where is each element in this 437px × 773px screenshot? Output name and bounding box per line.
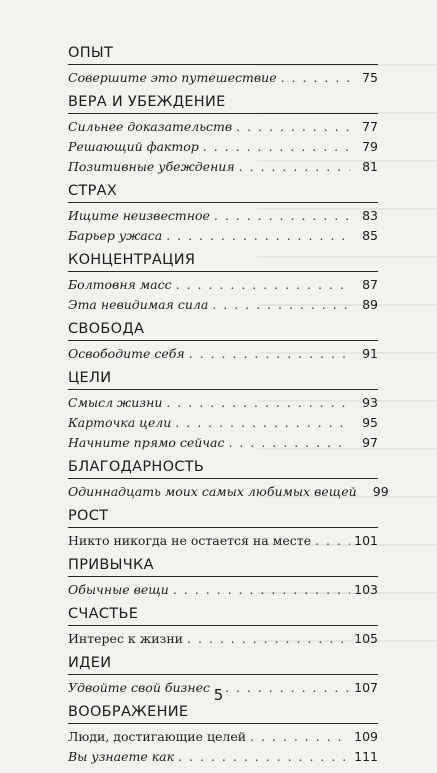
- dot-leader: [203, 137, 350, 157]
- toc-entry[interactable]: [68, 157, 378, 177]
- dot-leader: [281, 68, 350, 88]
- entry-title: Сильнее доказательств: [68, 119, 233, 134]
- toc-entry[interactable]: [68, 226, 378, 246]
- page-number: 5: [213, 686, 224, 704]
- dot-leader: [236, 117, 350, 137]
- entry-title: Удвойте свой бизнес: [68, 680, 210, 695]
- table-of-contents: [68, 45, 389, 773]
- toc-entry[interactable]: [68, 727, 378, 747]
- dot-leader: [178, 747, 350, 767]
- entry-title: Позитивные убеждения: [68, 159, 235, 174]
- toc-section: [68, 606, 378, 655]
- entry-title: Смысл жизни: [68, 395, 163, 410]
- section-title: СЧАСТЬЕ: [68, 606, 378, 626]
- entry-page-number: 99: [372, 484, 389, 499]
- toc-entry[interactable]: [68, 531, 378, 551]
- entry-page-number: 87: [362, 277, 378, 292]
- section-title: ВООБРАЖЕНИЕ: [68, 704, 378, 724]
- toc-section: [68, 370, 378, 459]
- dot-leader: [176, 275, 350, 295]
- toc-entry[interactable]: [68, 117, 378, 137]
- toc-section: [68, 704, 378, 773]
- entry-title: Совершите это путешествие: [68, 70, 277, 85]
- entry-page-number: 75: [362, 70, 378, 85]
- dot-leader: [250, 727, 350, 747]
- entry-title: Вы узнаете как: [68, 749, 175, 764]
- entry-title: Люди, достигающие целей: [68, 729, 247, 744]
- dot-leader: [166, 226, 350, 246]
- entry-page-number: 85: [362, 228, 378, 243]
- entry-title: Освободите себя: [68, 346, 185, 361]
- dot-leader: [229, 433, 350, 453]
- toc-entry[interactable]: [68, 344, 378, 364]
- entry-page-number: 111: [354, 749, 378, 764]
- toc-entry[interactable]: [68, 433, 378, 453]
- toc-entry[interactable]: [68, 68, 378, 88]
- entry-page-number: 105: [354, 631, 378, 646]
- toc-entry[interactable]: [68, 629, 378, 649]
- toc-entry[interactable]: [68, 747, 378, 767]
- toc-entry[interactable]: [68, 580, 378, 600]
- entry-title: Эта невидимая сила: [68, 297, 209, 312]
- toc-section: [68, 508, 378, 557]
- toc-section: [68, 459, 389, 508]
- entry-title: Начните прямо сейчас: [68, 435, 225, 450]
- toc-section: [68, 321, 378, 370]
- entry-title: Решающий фактор: [68, 139, 199, 154]
- entry-page-number: 83: [362, 208, 378, 223]
- toc-section: [68, 45, 378, 94]
- entry-page-number: 97: [362, 435, 378, 450]
- entry-title: Карточка цели: [68, 415, 172, 430]
- section-title: СВОБОДА: [68, 321, 378, 341]
- entry-page-number: 93: [362, 395, 378, 410]
- section-title: СТРАХ: [68, 183, 378, 203]
- entry-page-number: 77: [362, 119, 378, 134]
- dot-leader: [175, 413, 350, 433]
- entry-title: Никто никогда не остается на месте: [68, 533, 312, 548]
- dot-leader: [166, 393, 350, 413]
- dot-leader: [212, 295, 350, 315]
- dot-leader: [187, 629, 350, 649]
- toc-entry[interactable]: [68, 275, 378, 295]
- dot-leader: [214, 206, 350, 226]
- section-title: ЦЕЛИ: [68, 370, 378, 390]
- dot-leader: [173, 580, 350, 600]
- section-title: ВЕРА И УБЕЖДЕНИЕ: [68, 94, 378, 114]
- section-spacer: [68, 767, 378, 773]
- toc-entry[interactable]: [68, 206, 378, 226]
- entry-page-number: 107: [354, 680, 378, 695]
- section-title: ИДЕИ: [68, 655, 378, 675]
- dot-leader: [315, 531, 350, 551]
- toc-entry[interactable]: [68, 295, 378, 315]
- entry-page-number: 95: [362, 415, 378, 430]
- entry-title: Интерес к жизни: [68, 631, 184, 646]
- dot-leader: [189, 344, 350, 364]
- entry-title: Болтовня масс: [68, 277, 172, 292]
- entry-title: Обычные вещи: [68, 582, 169, 597]
- toc-section: [68, 252, 378, 321]
- toc-section: [68, 94, 378, 183]
- entry-page-number: 91: [362, 346, 378, 361]
- toc-entry[interactable]: [68, 137, 378, 157]
- section-title: ПРИВЫЧКА: [68, 557, 378, 577]
- toc-section: [68, 183, 378, 252]
- section-title: РОСТ: [68, 508, 378, 528]
- section-title: КОНЦЕНТРАЦИЯ: [68, 252, 378, 272]
- section-title: БЛАГОДАРНОСТЬ: [68, 459, 378, 479]
- toc-entry[interactable]: [68, 393, 378, 413]
- entry-page-number: 79: [362, 139, 378, 154]
- entry-title: Барьер ужаса: [68, 228, 163, 243]
- entry-page-number: 81: [362, 159, 378, 174]
- toc-section: [68, 557, 378, 606]
- entry-page-number: 89: [362, 297, 378, 312]
- entry-title: Ищите неизвестное: [68, 208, 210, 223]
- toc-entry[interactable]: [68, 482, 389, 502]
- entry-page-number: 101: [354, 533, 378, 548]
- entry-page-number: 109: [354, 729, 378, 744]
- dot-leader: [239, 157, 350, 177]
- entry-page-number: 103: [354, 582, 378, 597]
- section-title: ОПЫТ: [68, 45, 378, 65]
- entry-title: Одиннадцать моих самых любимых вещей: [68, 484, 357, 499]
- toc-entry[interactable]: [68, 413, 378, 433]
